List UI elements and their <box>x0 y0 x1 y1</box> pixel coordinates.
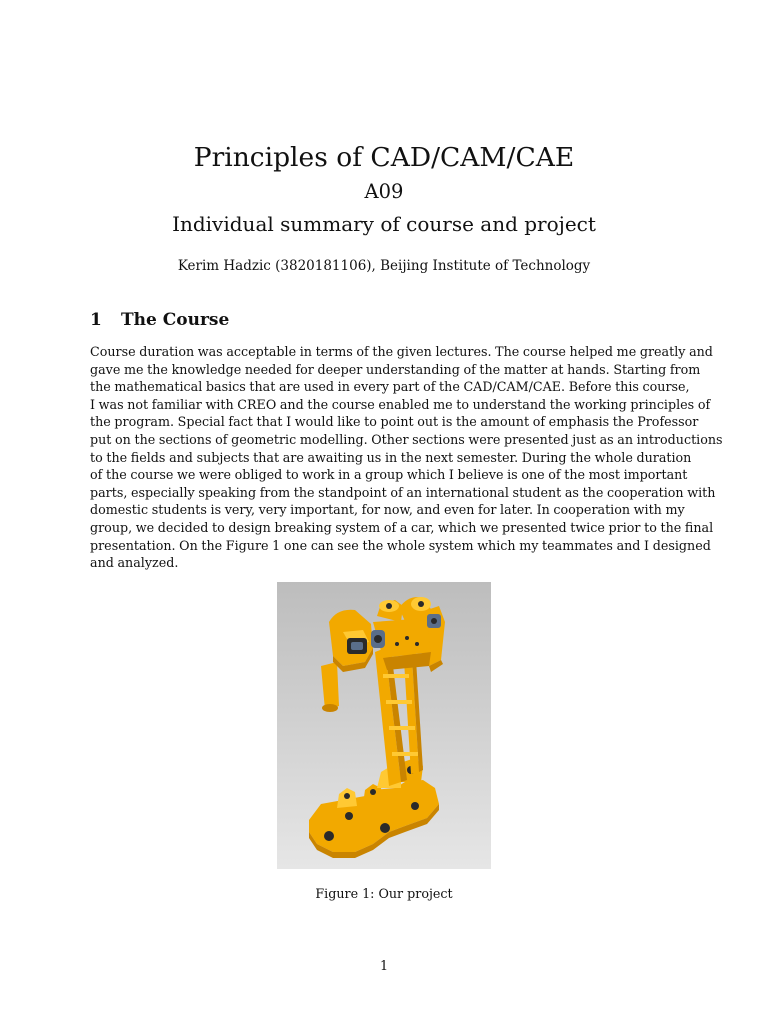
document-title: Principles of CAD/CAM/CAE <box>193 142 575 173</box>
body-paragraph <box>90 343 723 572</box>
paragraph-line: put on the sections of geometric modelling. Other sections were presented just as an introductions <box>90 431 723 447</box>
paragraph-line: and analyzed. <box>90 555 179 571</box>
brake-pedal-model-image <box>277 582 491 869</box>
figure-caption: Figure 1: Our project <box>315 886 453 901</box>
pedal-base-plate <box>309 758 439 858</box>
paragraph-line: I was not familiar with CREO and the course enabled me to understand the working principles of <box>90 396 711 412</box>
document-code: A09 <box>364 180 404 203</box>
master-cylinder <box>321 610 373 712</box>
paragraph-line: domestic students is very, very important, for now, and even for later. In cooperation with my <box>90 502 685 518</box>
paragraph-line: group, we decided to design breaking system of a car, which we presented twice prior to the final <box>90 519 714 535</box>
project-figure <box>277 582 491 869</box>
author-line: Kerim Hadzic (3820181106), Beijing Institute of Technology <box>177 258 591 274</box>
document-subtitle: Individual summary of course and project <box>172 212 596 236</box>
paragraph-line: to the fields and subjects that are awaiting us in the next semester. During the whole duration <box>90 449 692 465</box>
section-number: 1 <box>90 310 102 330</box>
section-title: The Course <box>121 310 230 330</box>
paragraph-line: presentation. On the Figure 1 one can see the whole system which my teammates and I designed <box>90 537 711 553</box>
paragraph-line: the mathematical basics that are used in every part of the CAD/CAM/CAE. Before this course, <box>90 379 690 395</box>
section-heading <box>90 308 229 332</box>
paragraph-line: parts, especially speaking from the standpoint of an international student as the cooperation with <box>90 484 716 500</box>
page-number: 1 <box>379 958 389 973</box>
paragraph-line: the program. Special fact that I would like to point out is the amount of emphasis the Professor <box>90 414 699 430</box>
paragraph-line: Course duration was acceptable in terms of the given lectures. The course helped me greatly and <box>90 344 713 359</box>
paragraph-line: gave me the knowledge needed for deeper understanding of the matter at hands. Starting from <box>90 361 701 377</box>
paragraph-line: of the course we were obliged to work in a group which I believe is one of the most important <box>90 467 688 483</box>
